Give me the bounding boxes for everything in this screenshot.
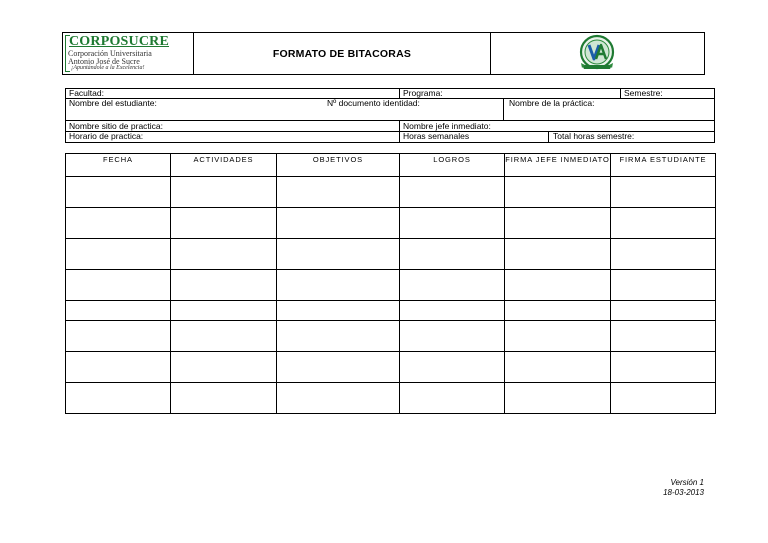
total-hours-label: Total horas semestre: xyxy=(553,131,635,141)
table-cell[interactable] xyxy=(66,301,171,321)
table-cell[interactable] xyxy=(611,177,716,208)
table-cell[interactable] xyxy=(171,301,277,321)
column-header-fecha: FECHA xyxy=(66,154,171,177)
table-cell[interactable] xyxy=(611,208,716,239)
facultad-label: Facultad: xyxy=(69,88,104,98)
programa-label: Programa: xyxy=(403,88,443,98)
column-header-actividades: ACTIVIDADES xyxy=(171,154,277,177)
table-cell[interactable] xyxy=(400,321,505,352)
column-header-firma-estudiante: FIRMA ESTUDIANTE xyxy=(611,154,716,177)
table-cell[interactable] xyxy=(277,383,400,414)
table-cell[interactable] xyxy=(505,270,611,301)
table-cell[interactable] xyxy=(66,177,171,208)
table-cell[interactable] xyxy=(66,383,171,414)
table-cell[interactable] xyxy=(66,270,171,301)
logo-name: CORPOSUCRE xyxy=(69,34,170,49)
institution-logo xyxy=(63,33,194,74)
table-cell[interactable] xyxy=(171,208,277,239)
table-cell[interactable] xyxy=(66,208,171,239)
student-info-form xyxy=(65,88,715,143)
table-cell[interactable] xyxy=(611,352,716,383)
table-cell[interactable] xyxy=(611,270,716,301)
table-row xyxy=(66,239,716,270)
table-cell[interactable] xyxy=(505,301,611,321)
table-row xyxy=(66,208,716,239)
table-cell[interactable] xyxy=(505,208,611,239)
table-cell[interactable] xyxy=(400,208,505,239)
table-row xyxy=(66,321,716,352)
table-cell[interactable] xyxy=(611,239,716,270)
table-cell[interactable] xyxy=(505,177,611,208)
table-cell[interactable] xyxy=(171,321,277,352)
table-row xyxy=(66,352,716,383)
table-cell[interactable] xyxy=(66,239,171,270)
table-cell[interactable] xyxy=(505,239,611,270)
table-cell[interactable] xyxy=(277,239,400,270)
table-cell[interactable] xyxy=(505,383,611,414)
id-document-label: Nº documento identidad: xyxy=(327,98,420,108)
version-info xyxy=(663,478,704,498)
weekly-hours-label: Horas semanales xyxy=(403,131,470,141)
table-row xyxy=(66,177,716,208)
table-cell[interactable] xyxy=(400,301,505,321)
semestre-label: Semestre: xyxy=(624,88,663,98)
table-cell[interactable] xyxy=(277,301,400,321)
practice-site-label: Nombre sitio de practica: xyxy=(69,121,164,131)
table-cell[interactable] xyxy=(400,270,505,301)
practice-schedule-label: Horario de practica: xyxy=(69,131,144,141)
table-cell[interactable] xyxy=(277,352,400,383)
logo-slogan: ¡Apuntándole a la Excelencia! xyxy=(71,65,145,71)
document-header xyxy=(62,32,705,75)
table-row xyxy=(66,270,716,301)
table-cell[interactable] xyxy=(400,383,505,414)
table-cell[interactable] xyxy=(611,321,716,352)
table-cell[interactable] xyxy=(277,321,400,352)
table-cell[interactable] xyxy=(171,177,277,208)
logo-line-2: Antonio José de Sucre xyxy=(68,57,140,66)
table-row xyxy=(66,383,716,414)
logo-line-1: Corporación Universitaria xyxy=(68,49,152,58)
seal-area xyxy=(491,33,704,74)
table-cell[interactable] xyxy=(400,177,505,208)
column-header-firma-jefe: FIRMA JEFE INMEDIATO xyxy=(505,154,611,177)
document-title: FORMATO DE BITACORAS xyxy=(194,33,491,74)
table-cell[interactable] xyxy=(171,270,277,301)
table-cell[interactable] xyxy=(277,177,400,208)
table-cell[interactable] xyxy=(277,208,400,239)
table-cell[interactable] xyxy=(171,239,277,270)
table-cell[interactable] xyxy=(505,352,611,383)
table-cell[interactable] xyxy=(611,383,716,414)
table-cell[interactable] xyxy=(505,321,611,352)
version-date: 18-03-2013 xyxy=(663,488,704,497)
student-name-label: Nombre del estudiante: xyxy=(69,98,157,108)
log-table xyxy=(65,153,716,414)
version-number: Versión 1 xyxy=(670,478,704,487)
column-header-logros: LOGROS xyxy=(400,154,505,177)
table-cell[interactable] xyxy=(611,301,716,321)
table-header-row xyxy=(66,154,716,177)
column-header-objetivos: OBJETIVOS xyxy=(277,154,400,177)
table-cell[interactable] xyxy=(277,270,400,301)
accreditation-seal-icon xyxy=(577,34,617,74)
table-cell[interactable] xyxy=(171,383,277,414)
supervisor-name-label: Nombre jefe inmediato: xyxy=(403,121,491,131)
table-cell[interactable] xyxy=(400,352,505,383)
table-row xyxy=(66,301,716,321)
table-cell[interactable] xyxy=(66,321,171,352)
table-cell[interactable] xyxy=(400,239,505,270)
table-cell[interactable] xyxy=(66,352,171,383)
practice-name-label: Nombre de la práctica: xyxy=(509,98,595,108)
table-cell[interactable] xyxy=(171,352,277,383)
